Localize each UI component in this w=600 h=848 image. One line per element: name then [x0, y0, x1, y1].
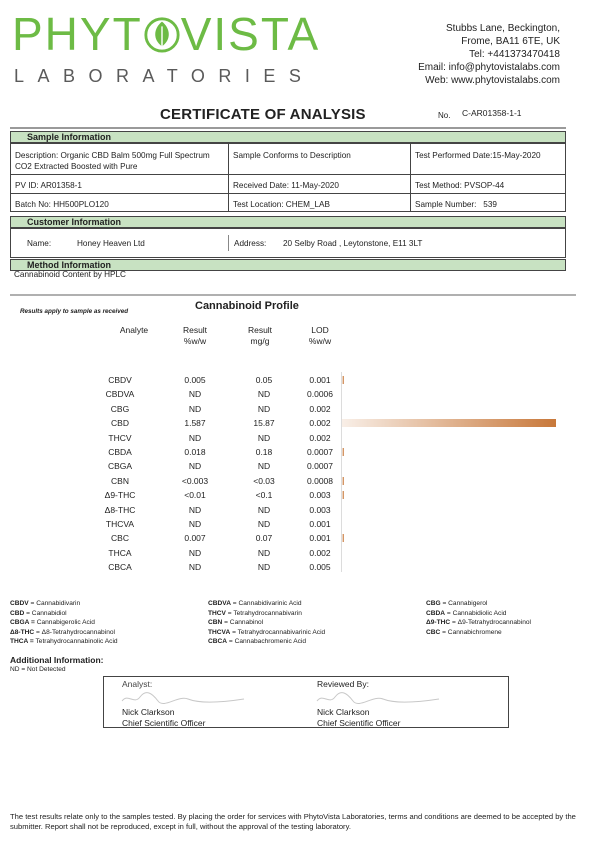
- legend-item: CBDA = Cannabidiolic Acid: [426, 609, 507, 617]
- legend-item: THCVA = Tetrahydrocannabivarinic Acid: [208, 628, 326, 636]
- result-mg-cell: ND: [257, 461, 271, 472]
- result-pct-cell: 0.007: [184, 533, 206, 544]
- result-bar: [342, 477, 344, 485]
- reviewer-label: Reviewed By:: [317, 679, 369, 689]
- legend-item: CBC = Cannabichromene: [426, 628, 502, 636]
- leaf-logo-icon: [143, 14, 181, 54]
- reviewer-signature-icon: [313, 687, 443, 709]
- analyte-cell: CBC: [111, 533, 129, 544]
- legend-item: CBDVA = Cannabidivarinic Acid: [208, 600, 302, 607]
- result-mg-cell: 0.18: [255, 447, 273, 457]
- lod-cell: 0.002: [309, 432, 331, 443]
- lod-cell: 0.005: [309, 562, 331, 573]
- sample-info-header: Sample Information: [10, 131, 566, 143]
- sample-description: Description: Organic CBD Balm 500mg Full Spectrum CO2 Extracted Boosted with Pure: [15, 151, 210, 171]
- result-mg-cell: <0.1: [255, 490, 273, 501]
- lod-cell: 0.002: [309, 418, 331, 429]
- analyte-cell: CBCA: [108, 562, 132, 573]
- analyte-cell: CBDA: [108, 447, 132, 457]
- test-performed-date: Test Performed Date:15-May-2020: [415, 151, 541, 160]
- certificate-title: CERTIFICATE OF ANALYSIS: [160, 106, 366, 123]
- divider: [10, 127, 566, 129]
- analyst-title: Chief Scientific Officer: [122, 718, 206, 728]
- reviewer-title: Chief Scientific Officer: [317, 718, 401, 728]
- legend-item: Δ8-THC = Δ8-Tetrahydrocannabinol: [10, 628, 115, 636]
- analyte-cell: Δ8-THC: [104, 504, 136, 515]
- result-pct-cell: ND: [188, 432, 202, 443]
- analyte-cell: THCVA: [105, 519, 135, 529]
- table-row: [0, 375, 600, 389]
- analyte-cell: CBDVA: [105, 389, 135, 400]
- table-row: [0, 418, 600, 432]
- table-row: [0, 548, 600, 562]
- lod-cell: 0.0006: [307, 389, 333, 400]
- sample-number: Sample Number: 539: [415, 200, 497, 209]
- table-row: [0, 389, 600, 403]
- legend-item: CBGA = Cannabigerolic Acid: [10, 619, 95, 627]
- legend-item: CBDV = Cannabidivarin: [10, 600, 81, 607]
- result-bar: [342, 376, 344, 384]
- result-pct-cell: <0.003: [181, 475, 209, 486]
- customer-info-header: Customer Information: [10, 216, 566, 228]
- analyst-signature-icon: [118, 687, 248, 709]
- lod-cell: 0.0008: [307, 475, 333, 486]
- pv-id: PV ID: AR01358-1: [15, 181, 82, 190]
- nd-note: ND = Not Detected: [10, 666, 66, 673]
- result-mg-cell: ND: [257, 403, 271, 414]
- certificate-number: C-AR01358-1-1: [462, 108, 522, 118]
- divider: [10, 294, 576, 296]
- results-note: Results apply to sample as received: [20, 308, 129, 315]
- analyte-cell: CBD: [111, 418, 129, 429]
- table-row: [0, 505, 600, 519]
- profile-title: Cannabinoid Profile: [195, 300, 299, 312]
- lod-cell: 0.001: [309, 519, 331, 529]
- company-logo: [12, 8, 321, 88]
- result-pct-cell: ND: [188, 547, 202, 558]
- footer-disclaimer: The test results relate only to the samples tested. By placing the order for services with PhytoVista Laboratories, terms and conditions are deemed to be accepted by the submitter. Report shall not be reproduced, except in full, without the approval of the testing laboratory.: [10, 812, 576, 831]
- additional-info-header: Additional Information:: [10, 655, 104, 665]
- result-mg-cell: ND: [257, 432, 271, 443]
- result-pct-cell: ND: [188, 519, 202, 529]
- table-row: [0, 404, 600, 418]
- customer-name-label: Name:: [27, 239, 52, 248]
- lod-cell: 0.0007: [307, 461, 333, 472]
- result-bar: [342, 491, 344, 499]
- result-bar: [342, 419, 556, 427]
- lod-cell: 0.0007: [307, 447, 333, 457]
- analyst-label: Analyst:: [122, 679, 153, 689]
- lod-cell: 0.003: [309, 504, 331, 515]
- result-mg-cell: ND: [257, 519, 271, 529]
- logo-wordmark: PHYT VISTA: [12, 8, 321, 60]
- table-row: [0, 562, 600, 576]
- result-bar: [342, 534, 344, 542]
- lod-cell: 0.001: [309, 375, 331, 385]
- table-row: [0, 461, 600, 475]
- result-pct-cell: ND: [188, 403, 202, 414]
- test-method: Test Method: PVSOP-44: [415, 181, 505, 190]
- analyte-cell: CBG: [110, 403, 130, 414]
- result-pct-cell: ND: [188, 389, 202, 400]
- result-mg-cell: ND: [257, 504, 271, 515]
- result-pct-cell: ND: [188, 504, 202, 515]
- legend-item: THCV = Tetrahydrocannabivarin: [208, 609, 302, 617]
- result-pct-cell: <0.01: [184, 490, 206, 501]
- analyte-cell: THCV: [108, 432, 132, 443]
- result-pct-cell: ND: [188, 562, 202, 573]
- result-pct-cell: 1.587: [184, 418, 206, 429]
- analyte-cell: Δ9-THC: [104, 490, 136, 501]
- customer-address-label: Address:: [234, 239, 267, 248]
- result-pct-cell: 0.005: [184, 375, 206, 385]
- result-mg-cell: ND: [257, 562, 271, 573]
- legend-item: Δ9-THC = Δ9-Tetrahydrocannabinol: [426, 619, 531, 627]
- analyte-cell: THCA: [108, 547, 132, 558]
- legend-item: THCA = Tetrahydrocannabinolic Acid: [10, 638, 118, 646]
- analyte-cell: CBN: [111, 475, 129, 486]
- col-analyte-header: Analyte: [119, 325, 149, 335]
- table-row: [0, 447, 600, 461]
- table-row: [0, 490, 600, 504]
- result-mg-cell: 0.07: [255, 533, 273, 544]
- result-mg-cell: 0.05: [255, 375, 273, 385]
- result-mg-cell: <0.03: [253, 475, 275, 486]
- customer-name: Honey Heaven Ltd: [77, 239, 145, 248]
- batch-number: Batch No: HH500PLO120: [15, 200, 109, 209]
- legend-item: CBN = Cannabinol: [208, 619, 264, 627]
- analyte-cell: CBGA: [107, 461, 133, 472]
- result-mg-cell: ND: [257, 389, 271, 400]
- col-lod-header: LOD %w/w: [308, 325, 332, 346]
- result-mg-cell: 15.87: [253, 418, 275, 429]
- signature-box: [103, 676, 509, 728]
- method-text: Cannabinoid Content by HPLC: [14, 270, 126, 279]
- col-result-pct-header: Result %w/w: [182, 325, 208, 346]
- customer-address: 20 Selby Road , Leytonstone, E11 3LT: [283, 239, 423, 248]
- lod-cell: 0.002: [309, 547, 331, 558]
- received-date: Received Date: 11-May-2020: [233, 181, 339, 190]
- analyte-cell: CBDV: [108, 375, 132, 385]
- certificate-number-label: No.: [438, 111, 451, 120]
- result-mg-cell: ND: [257, 547, 271, 558]
- legend-item: CBD = Cannabidiol: [10, 609, 67, 617]
- table-row: [0, 433, 600, 447]
- result-bar: [342, 448, 344, 456]
- sample-info-table: [10, 143, 566, 212]
- table-row: [0, 533, 600, 547]
- customer-info-table: [10, 228, 566, 258]
- legend-item: CBG = Cannabigerol: [426, 600, 488, 607]
- reviewer-name: Nick Clarkson: [317, 707, 370, 717]
- col-result-mg-header: Result mg/g: [247, 325, 273, 346]
- analyst-name: Nick Clarkson: [122, 707, 175, 717]
- logo-subtitle: LABORATORIES: [14, 66, 315, 86]
- table-row: [0, 519, 600, 533]
- lod-cell: 0.003: [309, 490, 331, 501]
- result-pct-cell: ND: [188, 461, 202, 472]
- lod-cell: 0.001: [309, 533, 331, 544]
- lod-cell: 0.002: [309, 403, 331, 414]
- company-address: Stubbs Lane, Beckington, Frome, BA11 6TE, UK Tel: +441373470418 Email: info@phytovistalabs.com Web: www.phytovistalabs.com: [418, 23, 560, 86]
- table-row: [0, 476, 600, 490]
- legend-item: CBCA = Cannabachromenic Acid: [208, 638, 307, 646]
- method-info-header: Method Information: [10, 259, 566, 271]
- sample-conforms: Sample Conforms to Description: [233, 151, 351, 160]
- test-location: Test Location: CHEM_LAB: [233, 200, 330, 209]
- result-pct-cell: 0.018: [184, 447, 206, 457]
